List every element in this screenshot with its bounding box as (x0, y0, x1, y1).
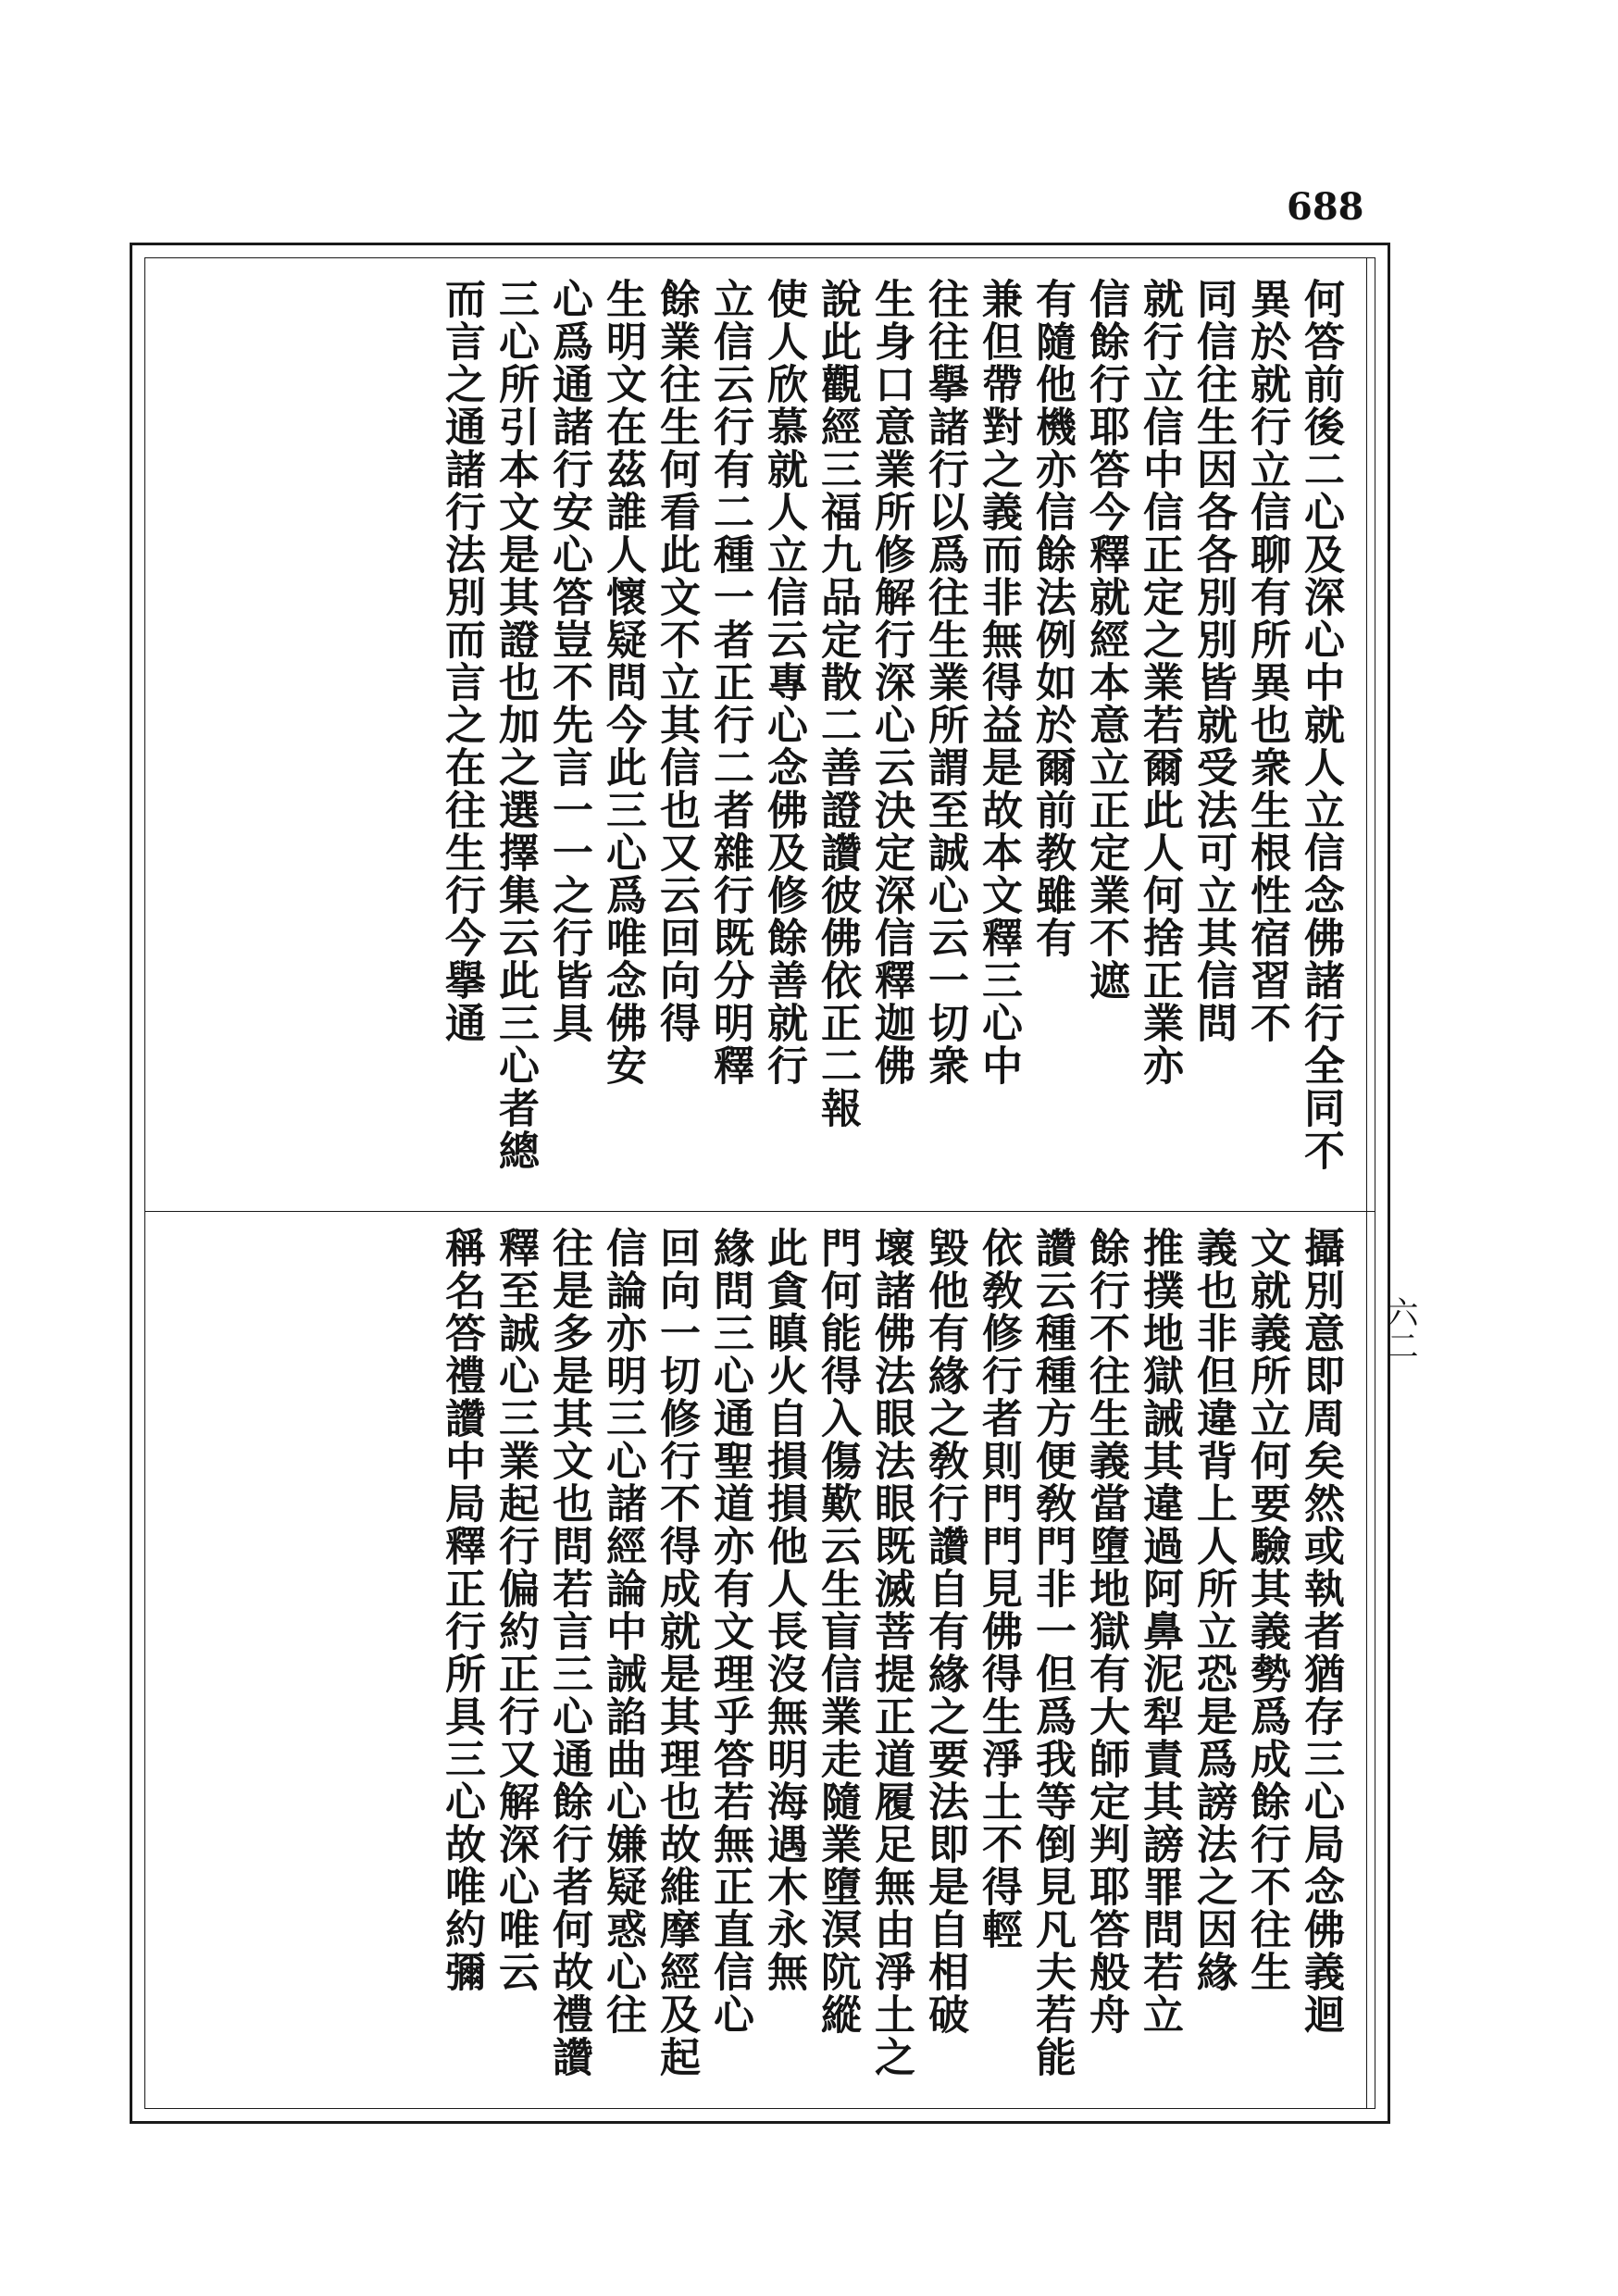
text-column: 生明文在茲誰人懷疑問今此三心爲唯念佛安 (599, 278, 646, 1087)
page-number: 688 (1287, 185, 1364, 229)
text-column: 毀他有緣之敎行讚自有緣之要法即是自相破 (921, 1227, 968, 2036)
text-column: 同信往生因各各別別皆就受法可立其信問 (1189, 278, 1237, 1044)
text-column: 推撲地獄誡其違過阿鼻泥犁責其謗罪問若立 (1136, 1227, 1183, 2036)
text-column: 緣問三心通聖道亦有文理乎答若無正直信心 (706, 1227, 753, 2036)
text-column: 生身口意業所修解行深心云決定深信釋迦佛 (867, 278, 915, 1087)
text-column: 攝別意即周矣然或執者猶存三心局念佛義迴 (1297, 1227, 1344, 2036)
text-column: 餘業往生何看此文不立其信也又云回向得 (653, 278, 700, 1044)
text-column: 往往擧諸行以爲往生業所謂至誠心云一切衆 (921, 278, 968, 1087)
text-column: 兼但帶對之義而非無得益是故本文釋三心中 (975, 278, 1022, 1087)
text-column: 門何能得入傷歎云生盲信業走隨業墮溟阬縱 (814, 1227, 861, 2036)
text-column: 使人欣慕就人立信云專心念佛及修餘善就行 (760, 278, 807, 1087)
text-column: 餘行不往生義當墮地獄有大師定判耶答般舟 (1082, 1227, 1129, 2036)
text-column: 義也非但違背上人所立恐是爲謗法之因緣 (1189, 1227, 1237, 1993)
text-column: 異於就行立信聊有所異也衆生根性宿習不 (1243, 278, 1290, 1044)
text-column: 壞諸佛法眼法眼既滅菩提正道履足無由淨土之 (867, 1227, 915, 2078)
text-column: 有隨他機亦信餘法例如於爾前教雖有 (1028, 278, 1076, 959)
text-column: 而言之通諸行法別而言之在往生行今擧通 (438, 278, 485, 1044)
upper-text-section (171, 278, 1347, 1204)
margin-page-numeral: 六二 (1381, 1296, 1418, 1363)
text-column: 何答前後二心及深心中就人立信念佛諸行全同不 (1297, 278, 1344, 1172)
text-column: 稱名答禮讚中局釋正行所具三心故唯約彌 (438, 1227, 485, 1993)
text-column: 說此觀經三福九品定散二善證讚彼佛依正二報 (814, 278, 861, 1129)
text-column: 釋至誠心三業起行偏約正行又解深心唯云 (492, 1227, 539, 1993)
right-margin-rule (1366, 257, 1367, 2109)
text-column: 回向一切修行不得成就是其理也故維摩經及起 (653, 1227, 700, 2078)
text-column: 依敎修行者則門門見佛得生淨土不得輕 (975, 1227, 1022, 1951)
text-column: 讚云種種方便敎門非一但爲我等倒見凡夫若能 (1028, 1227, 1076, 2078)
text-column: 文就義所立何要驗其義勢爲成餘行不往生 (1243, 1227, 1290, 1993)
text-column: 信論亦明三心諸經論中誡諂曲心嫌疑惑心往 (599, 1227, 646, 2036)
text-column: 信餘行耶答今釋就經本意立正定業不遮 (1082, 278, 1129, 1002)
text-column: 此貪瞋火自損損他人長沒無明海遇木永無 (760, 1227, 807, 1993)
lower-text-section (171, 1227, 1347, 2097)
text-column: 心爲通諸行安心答豈不先言一一之行皆具 (545, 278, 592, 1044)
section-divider (144, 1211, 1375, 1212)
text-column: 往是多是其文也問若言三心通餘行者何故禮讚 (545, 1227, 592, 2078)
text-column: 三心所引本文是其證也加之選擇集云此三心者總 (492, 278, 539, 1172)
text-column: 立信云行有二種一者正行二者雜行既分明釋 (706, 278, 753, 1087)
text-column: 就行立信中信正定之業若爾此人何捨正業亦 (1136, 278, 1183, 1087)
